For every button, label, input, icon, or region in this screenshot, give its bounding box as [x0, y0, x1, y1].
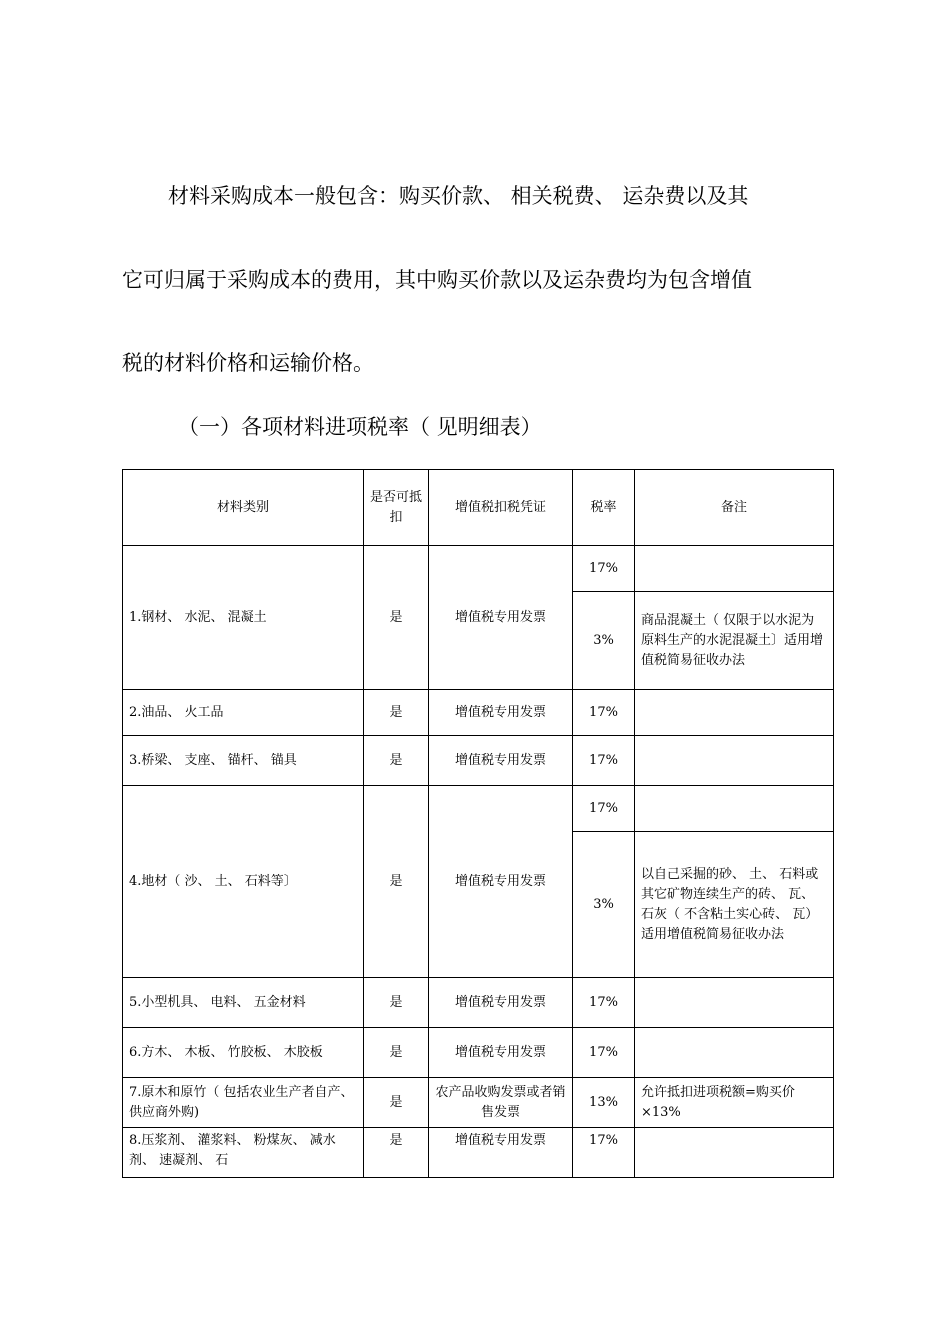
row-category: 6.方木、 木板、 竹胶板、 木胶板 [123, 1028, 364, 1078]
row-deductible: 是 [364, 1078, 429, 1128]
row-note [635, 690, 834, 736]
header-note: 备注 [635, 470, 834, 546]
row-rate: 13% [573, 1078, 635, 1128]
row-deductible: 是 [364, 546, 429, 690]
row-rate: 17% [573, 1128, 635, 1178]
header-category: 材料类别 [123, 470, 364, 546]
row-note [635, 1028, 834, 1078]
row-deductible: 是 [364, 736, 429, 786]
row-note [635, 978, 834, 1028]
row-voucher: 增值税专用发票 [429, 690, 573, 736]
row-rate: 3% [573, 832, 635, 978]
row-category: 2.油品、 火工品 [123, 690, 364, 736]
row-voucher: 增值税专用发票 [429, 1028, 573, 1078]
row-rate: 17% [573, 546, 635, 592]
row-category: 4.地材（ 沙、 土、 石料等〕 [123, 786, 364, 978]
row-note: 商品混凝土（ 仅限于以水泥为原料生产的水泥混凝土〕适用增值税简易征收办法 [635, 592, 834, 690]
table-row [123, 786, 834, 832]
row-note [635, 786, 834, 832]
table-header-row [123, 470, 834, 546]
header-voucher: 增值税扣税凭证 [429, 470, 573, 546]
row-voucher: 增值税专用发票 [429, 1128, 573, 1178]
row-category: 3.桥梁、 支座、 锚杆、 锚具 [123, 736, 364, 786]
row-voucher: 增值税专用发票 [429, 546, 573, 690]
intro-line-1: 材料采购成本一般包含：购买价款、 相关税费、 运杂费以及其 [168, 184, 749, 208]
row-category: 8.压浆剂、 灌浆料、 粉煤灰、 减水剂、 速凝剂、 石 [123, 1128, 364, 1178]
table-row [123, 690, 834, 736]
row-voucher: 农产品收购发票或者销售发票 [429, 1078, 573, 1128]
row-voucher: 增值税专用发票 [429, 786, 573, 978]
table-row [123, 978, 834, 1028]
row-category: 7.原木和原竹（ 包括农业生产者自产、 供应商外购) [123, 1078, 364, 1128]
row-deductible: 是 [364, 690, 429, 736]
row-category: 5.小型机具、 电料、 五金材料 [123, 978, 364, 1028]
intro-line-3: 税的材料价格和运输价格。 [122, 351, 374, 375]
row-note: 以自己采掘的砂、 土、 石料或其它矿物连续生产的砖、 瓦、 石灰（ 不含粘土实心砖、 瓦）适用增值税简易征收办法 [635, 832, 834, 978]
row-rate: 3% [573, 592, 635, 690]
row-deductible: 是 [364, 786, 429, 978]
row-rate: 17% [573, 736, 635, 786]
row-deductible: 是 [364, 978, 429, 1028]
table-row [123, 1028, 834, 1078]
row-rate: 17% [573, 690, 635, 736]
table-row [123, 1078, 834, 1128]
intro-line-2: 它可归属于采购成本的费用，其中购买价款以及运杂费均为包含增值 [122, 268, 752, 292]
row-rate: 17% [573, 1028, 635, 1078]
table-row [123, 546, 834, 592]
table-row [123, 736, 834, 786]
row-note [635, 736, 834, 786]
row-voucher: 增值税专用发票 [429, 736, 573, 786]
row-rate: 17% [573, 978, 635, 1028]
row-voucher: 增值税专用发票 [429, 978, 573, 1028]
row-note [635, 546, 834, 592]
row-deductible: 是 [364, 1128, 429, 1178]
row-category: 1.钢材、 水泥、 混凝土 [123, 546, 364, 690]
header-deductible: 是否可抵扣 [364, 470, 429, 546]
row-rate: 17% [573, 786, 635, 832]
table-row [123, 1128, 834, 1178]
section-heading: （一）各项材料进项税率（ 见明细表） [178, 415, 542, 439]
row-deductible: 是 [364, 1028, 429, 1078]
header-rate: 税率 [573, 470, 635, 546]
tax-rate-table [122, 469, 834, 1178]
row-note [635, 1128, 834, 1178]
row-note: 允许抵扣进项税额=购买价×13% [635, 1078, 834, 1128]
